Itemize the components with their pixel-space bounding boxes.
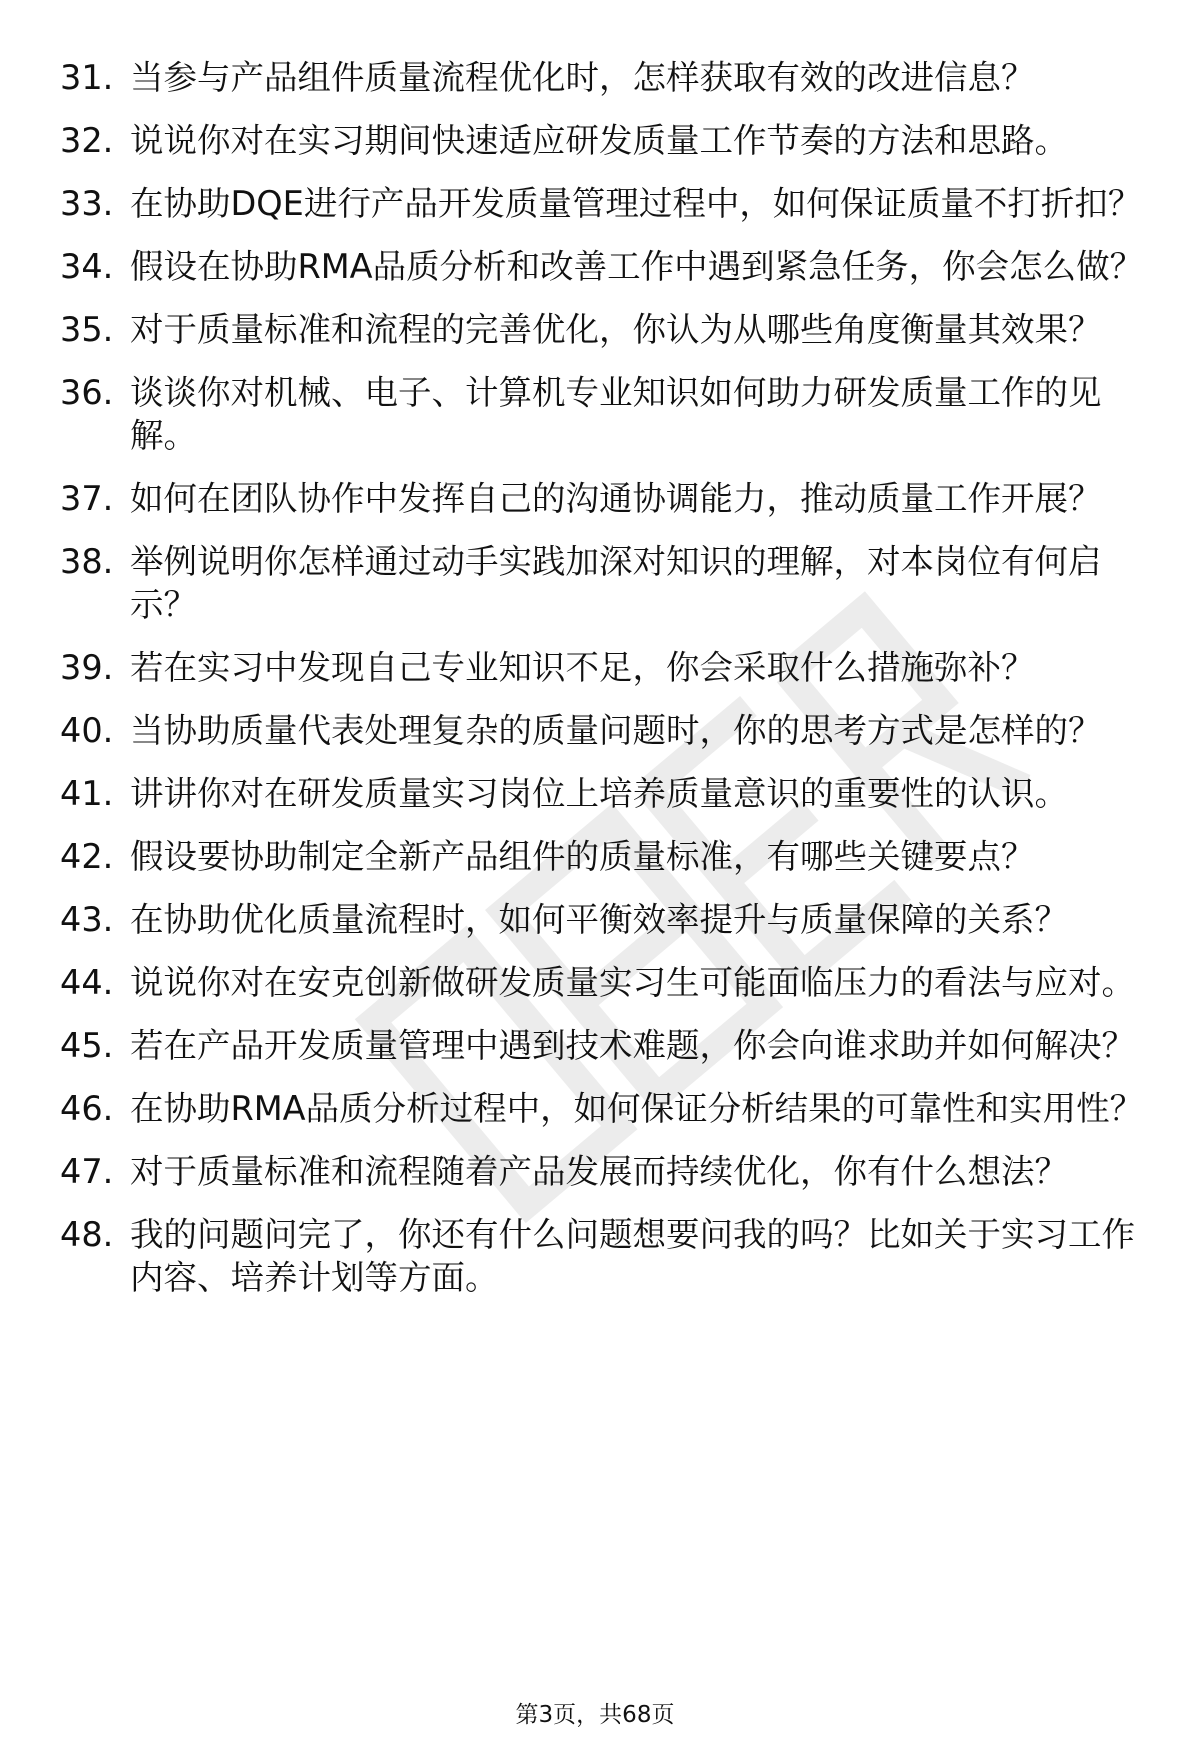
list-item	[60, 182, 1160, 225]
question-number: 46.	[60, 1089, 114, 1128]
question-text: 当协助质量代表处理复杂的质量问题时，你的思考方式是怎样的？	[130, 711, 1102, 750]
question-text: 当参与产品组件质量流程优化时，怎样获取有效的改进信息？	[130, 58, 1035, 97]
question-number: 31.	[60, 58, 114, 97]
question-text: 对于质量标准和流程的完善优化，你认为从哪些角度衡量其效果？	[130, 310, 1102, 349]
list-item	[60, 1087, 1160, 1130]
list-item	[60, 961, 1160, 1004]
question-number: 35.	[60, 310, 114, 349]
list-item	[60, 477, 1160, 520]
list-item	[60, 709, 1160, 752]
question-number: 32.	[60, 121, 114, 160]
list-item	[60, 56, 1160, 99]
question-text: 在协助RMA品质分析过程中，如何保证分析结果的可靠性和实用性？	[130, 1089, 1144, 1128]
question-number: 39.	[60, 648, 114, 687]
list-item	[60, 540, 1160, 626]
question-text: 说说你对在实习期间快速适应研发质量工作节奏的方法和思路。	[130, 121, 1068, 160]
question-number: 44.	[60, 963, 114, 1002]
question-text: 讲讲你对在研发质量实习岗位上培养质量意识的重要性的认识。	[130, 774, 1068, 813]
question-text: 假设在协助RMA品质分析和改善工作中遇到紧急任务，你会怎么做？	[130, 247, 1144, 286]
question-number: 47.	[60, 1152, 114, 1191]
question-text: 对于质量标准和流程随着产品发展而持续优化，你有什么想法？	[130, 1152, 1068, 1191]
question-number: 37.	[60, 479, 114, 518]
question-number: 41.	[60, 774, 114, 813]
page-footer	[0, 1700, 1190, 1730]
question-list	[60, 56, 1160, 1319]
question-text: 我的问题问完了，你还有什么问题想要问我的吗？比如关于实习工作内容、培养计划等方面。	[130, 1215, 1135, 1297]
question-text: 如何在团队协作中发挥自己的沟通协调能力，推动质量工作开展？	[130, 479, 1102, 518]
list-item	[60, 646, 1160, 689]
question-text: 谈谈你对机械、电子、计算机专业知识如何助力研发质量工作的见解。	[130, 373, 1102, 455]
question-number: 36.	[60, 373, 114, 412]
list-item	[60, 772, 1160, 815]
question-text: 说说你对在安克创新做研发质量实习生可能面临压力的看法与应对。	[130, 963, 1135, 1002]
question-text: 假设要协助制定全新产品组件的质量标准，有哪些关键要点？	[130, 837, 1035, 876]
list-item	[60, 1024, 1160, 1067]
question-number: 43.	[60, 900, 114, 939]
question-text: 若在实习中发现自己专业知识不足，你会采取什么措施弥补？	[130, 648, 1035, 687]
list-item	[60, 245, 1160, 288]
list-item	[60, 119, 1160, 162]
list-item	[60, 1150, 1160, 1193]
question-text: 在协助优化质量流程时，如何平衡效率提升与质量保障的关系？	[130, 900, 1068, 939]
question-text: 若在产品开发质量管理中遇到技术难题，你会向谁求助并如何解决？	[130, 1026, 1135, 1065]
page-number-label: 第3页，共68页	[515, 1702, 675, 1728]
question-number: 40.	[60, 711, 114, 750]
question-text: 举例说明你怎样通过动手实践加深对知识的理解，对本岗位有何启示？	[130, 542, 1102, 624]
list-item	[60, 308, 1160, 351]
list-item	[60, 835, 1160, 878]
question-number: 42.	[60, 837, 114, 876]
question-number: 34.	[60, 247, 114, 286]
question-text: 在协助DQE进行产品开发质量管理过程中，如何保证质量不打折扣？	[130, 184, 1142, 223]
list-item	[60, 898, 1160, 941]
list-item	[60, 371, 1160, 457]
question-number: 48.	[60, 1215, 114, 1254]
question-number: 45.	[60, 1026, 114, 1065]
question-number: 33.	[60, 184, 114, 223]
list-item	[60, 1213, 1160, 1299]
question-number: 38.	[60, 542, 114, 581]
